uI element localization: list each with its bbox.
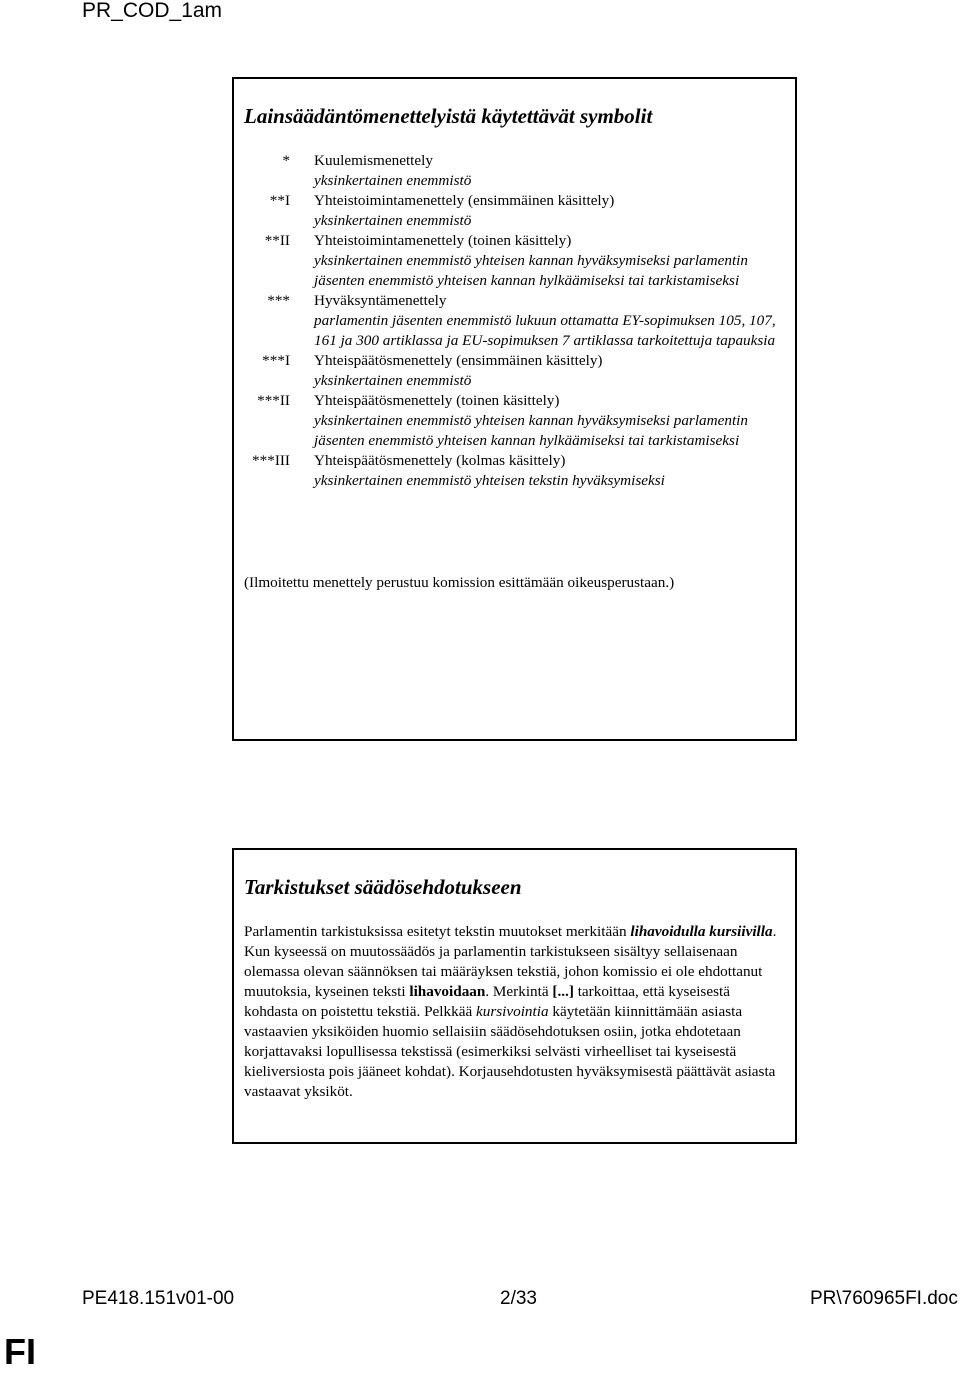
symbol-row <box>234 191 795 231</box>
procedure-name: Yhteispäätösmenettely (toinen käsittely) <box>314 392 560 409</box>
deletion-mark: [...] <box>552 983 574 1000</box>
language-code: FI <box>4 1331 36 1372</box>
symbol-code: ***I <box>262 352 290 369</box>
footer-reference: PE418.151v01-00 <box>82 1288 235 1309</box>
footer-page-number: 2/33 <box>500 1288 537 1309</box>
amendments-explanation <box>244 922 784 1102</box>
symbol-code: **II <box>264 232 290 249</box>
symbol-body <box>314 351 784 391</box>
symbol-code: *** <box>267 292 290 309</box>
procedure-symbols-box <box>232 77 797 741</box>
symbols-list <box>234 151 795 491</box>
procedure-name: Hyväksyntämenettely <box>314 292 447 309</box>
document-code-header: PR_COD_1am <box>82 0 223 22</box>
amendments-box-title: Tarkistukset säädösehdotukseen <box>244 875 522 899</box>
majority-description: parlamentin jäsenten enemmistö lukuun ottamatta EY-sopimuksen 105, 107, 161 ja 300 artiklassa ja EU-sopimuksen 7 artiklassa tarkoitettuja tapauksia <box>314 312 776 349</box>
symbol-row <box>234 291 795 351</box>
majority-description: yksinkertainen enemmistö yhteisen tekstin hyväksymiseksi <box>314 472 665 489</box>
symbol-row <box>234 151 795 191</box>
symbol-body <box>314 391 784 451</box>
symbol-body <box>314 451 784 491</box>
majority-description: yksinkertainen enemmistö <box>314 372 472 389</box>
procedure-name: Kuulemismenettely <box>314 152 433 169</box>
symbol-body <box>314 231 784 291</box>
symbol-row <box>234 451 795 491</box>
symbol-body <box>314 151 784 191</box>
symbols-box-title: Lainsäädäntömenettelyistä käytettävät symbolit <box>244 104 653 128</box>
procedure-name: Yhteispäätösmenettely (ensimmäinen käsittely) <box>314 352 603 369</box>
italic-term: kursivointia <box>476 1003 549 1020</box>
symbol-row <box>234 351 795 391</box>
footer-file-name: PR\760965FI.doc <box>810 1288 958 1309</box>
majority-description: yksinkertainen enemmistö yhteisen kannan hyväksymiseksi parlamentin jäsenten enemmistö yhteisen kannan hylkäämiseksi tai tarkistamiseksi <box>314 412 748 449</box>
procedure-name: Yhteistoimintamenettely (toinen käsittely) <box>314 232 572 249</box>
bold-term: lihavoidaan <box>409 983 486 1000</box>
majority-description: yksinkertainen enemmistö <box>314 212 472 229</box>
majority-description: yksinkertainen enemmistö <box>314 172 472 189</box>
text-segment: . Kun kyseessä on muutossäädös ja parlamentin tarkistukseen sisältyy sellaisenaan olemassa olevan säännöksen tai määräyksen tekstiä, johon komissio ei ole ehdottanut muutoksia, kyseinen teksti <box>244 923 777 1000</box>
symbol-code: ***III <box>252 452 290 469</box>
symbol-row <box>234 231 795 291</box>
procedure-name: Yhteispäätösmenettely (kolmas käsittely) <box>314 452 566 469</box>
text-segment: . Merkintä <box>485 983 553 1000</box>
symbol-code: ***II <box>257 392 290 409</box>
symbol-code: * <box>282 152 290 169</box>
symbol-code: **I <box>269 192 290 209</box>
legal-basis-note: (Ilmoitettu menettely perustuu komission esittämään oikeusperustaan.) <box>244 574 675 591</box>
text-segment: Parlamentin tarkistuksissa esitetyt tekstin muutokset merkitään <box>244 923 631 940</box>
procedure-name: Yhteistoimintamenettely (ensimmäinen käsittely) <box>314 192 615 209</box>
text-segment: käytetään kiinnittämään asiasta vastaavien yksiköiden huomio sellaisiin säädösehdotuksen osiin, jotka ehdotetaan korjattavaksi lopullisessa tekstissä (esimerkiksi selvästi virheelliset tai kyseisestä kieliversiosta pois jääneet kohdat). Korjausehdotusten hyväksymisestä päättävät asiasta vastaavat yksiköt. <box>244 1003 776 1100</box>
bold-italic-term: lihavoidulla kursiivilla <box>630 923 773 940</box>
amendments-box <box>232 848 797 1144</box>
symbol-row <box>234 391 795 451</box>
symbol-body <box>314 191 784 231</box>
text-segment: tarkoittaa, että kyseisestä kohdasta on poistettu tekstiä. Pelkkää <box>244 983 730 1020</box>
majority-description: yksinkertainen enemmistö yhteisen kannan hyväksymiseksi parlamentin jäsenten enemmistö yhteisen kannan hylkäämiseksi tai tarkistamiseksi <box>314 252 748 289</box>
symbol-body <box>314 291 784 351</box>
